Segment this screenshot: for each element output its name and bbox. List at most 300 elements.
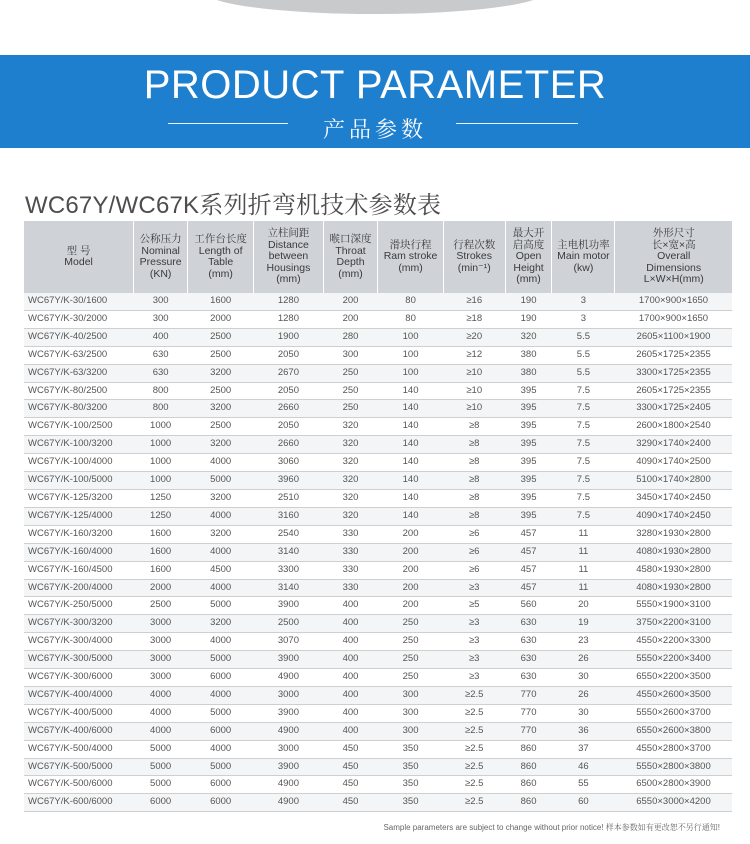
- cell-table-length: 3200: [188, 489, 254, 507]
- cell-main-motor: 30: [552, 669, 615, 687]
- cell-nominal-pressure: 1600: [134, 561, 188, 579]
- cell-ram-stroke: 200: [378, 579, 443, 597]
- cell-open-height: 395: [505, 382, 552, 400]
- cell-table-length: 5000: [188, 651, 254, 669]
- cell-model: WC67Y/K-400/5000: [24, 704, 134, 722]
- cell-throat-depth: 330: [323, 543, 378, 561]
- cell-throat-depth: 450: [323, 794, 378, 812]
- header-strokes: [443, 221, 505, 293]
- cell-table-length: 2000: [188, 310, 254, 328]
- table-row: [24, 597, 732, 615]
- cell-housing-distance: 3960: [254, 472, 323, 490]
- table-row: [24, 310, 732, 328]
- cell-open-height: 630: [505, 669, 552, 687]
- cell-strokes: ≥6: [443, 561, 505, 579]
- product-parameter-banner: [0, 55, 750, 148]
- cell-model: WC67Y/K-100/4000: [24, 454, 134, 472]
- cell-open-height: 457: [505, 543, 552, 561]
- table-row: [24, 740, 732, 758]
- cell-model: WC67Y/K-160/4500: [24, 561, 134, 579]
- cell-table-length: 6000: [188, 722, 254, 740]
- table-row: [24, 669, 732, 687]
- spec-table: [24, 221, 732, 812]
- cell-overall-dimensions: 4090×1740×2450: [615, 507, 732, 525]
- cell-table-length: 6000: [188, 776, 254, 794]
- cell-housing-distance: 1900: [254, 328, 323, 346]
- cell-nominal-pressure: 3000: [134, 615, 188, 633]
- cell-housing-distance: 2500: [254, 615, 323, 633]
- cell-ram-stroke: 200: [378, 543, 443, 561]
- header-line: 外形尺寸: [652, 227, 695, 240]
- cell-housing-distance: 3900: [254, 597, 323, 615]
- cell-main-motor: 5.5: [552, 364, 615, 382]
- cell-throat-depth: 450: [323, 758, 378, 776]
- cell-strokes: ≥2.5: [443, 794, 505, 812]
- header-line: 公称压力: [139, 233, 182, 245]
- cell-overall-dimensions: 4080×1930×2800: [615, 579, 732, 597]
- cell-housing-distance: 3160: [254, 507, 323, 525]
- cell-strokes: ≥20: [443, 328, 505, 346]
- header-line: Ram stroke: [383, 250, 438, 263]
- cell-overall-dimensions: 6550×3000×4200: [615, 794, 732, 812]
- cell-housing-distance: 3900: [254, 651, 323, 669]
- cell-open-height: 770: [505, 722, 552, 740]
- cell-strokes: ≥2.5: [443, 740, 505, 758]
- cell-main-motor: 11: [552, 525, 615, 543]
- header-line: Main motor: [557, 250, 610, 263]
- cell-housing-distance: 4900: [254, 669, 323, 687]
- cell-main-motor: 11: [552, 561, 615, 579]
- cell-ram-stroke: 140: [378, 400, 443, 418]
- cell-strokes: ≥8: [443, 454, 505, 472]
- cell-open-height: 380: [505, 364, 552, 382]
- cell-model: WC67Y/K-300/5000: [24, 651, 134, 669]
- cell-table-length: 4000: [188, 543, 254, 561]
- cell-nominal-pressure: 1000: [134, 472, 188, 490]
- cell-open-height: 860: [505, 758, 552, 776]
- banner-subtitle: 产品参数: [322, 117, 427, 142]
- table-row: [24, 794, 732, 812]
- cell-nominal-pressure: 1000: [134, 436, 188, 454]
- cell-open-height: 395: [505, 454, 552, 472]
- cell-ram-stroke: 200: [378, 597, 443, 615]
- header-line: 最大开: [512, 227, 545, 240]
- header-line: Length of: [198, 244, 243, 257]
- header-line: 主电机功率: [557, 238, 610, 251]
- cell-housing-distance: 2510: [254, 489, 323, 507]
- cell-nominal-pressure: 1600: [134, 525, 188, 543]
- cell-ram-stroke: 200: [378, 525, 443, 543]
- cell-strokes: ≥8: [443, 489, 505, 507]
- cell-nominal-pressure: 5000: [134, 776, 188, 794]
- header-line: Pressure: [139, 256, 182, 268]
- cell-model: WC67Y/K-63/2500: [24, 346, 134, 364]
- cell-throat-depth: 400: [323, 633, 378, 651]
- cell-open-height: 860: [505, 794, 552, 812]
- cell-main-motor: 20: [552, 597, 615, 615]
- cell-open-height: 190: [505, 293, 552, 310]
- header-line: 型 号: [66, 244, 91, 257]
- cell-ram-stroke: 100: [378, 328, 443, 346]
- cell-throat-depth: 200: [323, 310, 378, 328]
- cell-table-length: 5000: [188, 758, 254, 776]
- header-line: 喉口深度: [329, 233, 372, 245]
- cell-nominal-pressure: 2500: [134, 597, 188, 615]
- cell-main-motor: 46: [552, 758, 615, 776]
- cell-housing-distance: 4900: [254, 794, 323, 812]
- table-row: [24, 615, 732, 633]
- cell-strokes: ≥2.5: [443, 776, 505, 794]
- cell-open-height: 457: [505, 525, 552, 543]
- cell-ram-stroke: 300: [378, 686, 443, 704]
- cell-housing-distance: 3900: [254, 758, 323, 776]
- cell-housing-distance: 4900: [254, 776, 323, 794]
- cell-ram-stroke: 350: [378, 740, 443, 758]
- table-row: [24, 472, 732, 490]
- table-row: [24, 633, 732, 651]
- cell-overall-dimensions: 4550×2200×3300: [615, 633, 732, 651]
- cell-model: WC67Y/K-250/5000: [24, 597, 134, 615]
- table-row: [24, 293, 732, 310]
- header-line: (kw): [573, 261, 594, 274]
- header-line: Nominal: [141, 244, 180, 257]
- cell-housing-distance: 3140: [254, 543, 323, 561]
- cell-table-length: 4000: [188, 686, 254, 704]
- cell-open-height: 770: [505, 704, 552, 722]
- cell-table-length: 2500: [188, 328, 254, 346]
- cell-table-length: 6000: [188, 794, 254, 812]
- cell-throat-depth: 400: [323, 597, 378, 615]
- cell-housing-distance: 3300: [254, 561, 323, 579]
- header-line: (min⁻¹): [457, 261, 491, 274]
- decorative-arc: [205, 0, 545, 14]
- cell-overall-dimensions: 5550×2200×3400: [615, 651, 732, 669]
- cell-model: WC67Y/K-300/4000: [24, 633, 134, 651]
- cell-strokes: ≥8: [443, 418, 505, 436]
- cell-throat-depth: 280: [323, 328, 378, 346]
- cell-model: WC67Y/K-400/4000: [24, 686, 134, 704]
- cell-ram-stroke: 100: [378, 346, 443, 364]
- cell-open-height: 560: [505, 597, 552, 615]
- cell-main-motor: 3: [552, 293, 615, 310]
- cell-open-height: 395: [505, 489, 552, 507]
- cell-model: WC67Y/K-200/4000: [24, 579, 134, 597]
- cell-throat-depth: 250: [323, 382, 378, 400]
- cell-model: WC67Y/K-500/5000: [24, 758, 134, 776]
- table-header-row: [24, 221, 732, 293]
- cell-strokes: ≥6: [443, 525, 505, 543]
- cell-open-height: 860: [505, 740, 552, 758]
- cell-ram-stroke: 140: [378, 436, 443, 454]
- cell-strokes: ≥8: [443, 436, 505, 454]
- cell-throat-depth: 450: [323, 740, 378, 758]
- cell-strokes: ≥3: [443, 579, 505, 597]
- cell-strokes: ≥8: [443, 472, 505, 490]
- cell-open-height: 395: [505, 418, 552, 436]
- cell-model: WC67Y/K-100/3200: [24, 436, 134, 454]
- cell-table-length: 2500: [188, 418, 254, 436]
- header-line: Throat: [335, 244, 366, 257]
- cell-overall-dimensions: 6550×2600×3800: [615, 722, 732, 740]
- cell-housing-distance: 2540: [254, 525, 323, 543]
- cell-main-motor: 5.5: [552, 328, 615, 346]
- cell-nominal-pressure: 630: [134, 346, 188, 364]
- cell-throat-depth: 330: [323, 561, 378, 579]
- cell-overall-dimensions: 5550×2800×3800: [615, 758, 732, 776]
- cell-housing-distance: 2050: [254, 418, 323, 436]
- cell-ram-stroke: 250: [378, 633, 443, 651]
- cell-throat-depth: 200: [323, 293, 378, 310]
- cell-throat-depth: 330: [323, 579, 378, 597]
- cell-nominal-pressure: 630: [134, 364, 188, 382]
- table-row: [24, 543, 732, 561]
- cell-model: WC67Y/K-63/3200: [24, 364, 134, 382]
- cell-nominal-pressure: 300: [134, 310, 188, 328]
- cell-nominal-pressure: 5000: [134, 758, 188, 776]
- cell-main-motor: 26: [552, 651, 615, 669]
- cell-model: WC67Y/K-40/2500: [24, 328, 134, 346]
- header-line: Overall: [657, 250, 691, 263]
- cell-main-motor: 30: [552, 704, 615, 722]
- cell-main-motor: 7.5: [552, 418, 615, 436]
- cell-overall-dimensions: 5550×1900×3100: [615, 597, 732, 615]
- cell-main-motor: 26: [552, 686, 615, 704]
- cell-nominal-pressure: 6000: [134, 794, 188, 812]
- header-line: (mm): [276, 273, 301, 286]
- cell-overall-dimensions: 6550×2200×3500: [615, 669, 732, 687]
- cell-throat-depth: 320: [323, 472, 378, 490]
- table-title: WC67Y/WC67K系列折弯机技术参数表: [25, 192, 442, 219]
- cell-open-height: 395: [505, 400, 552, 418]
- cell-ram-stroke: 350: [378, 776, 443, 794]
- cell-housing-distance: 3000: [254, 740, 323, 758]
- cell-ram-stroke: 300: [378, 704, 443, 722]
- cell-throat-depth: 400: [323, 615, 378, 633]
- cell-open-height: 770: [505, 686, 552, 704]
- cell-overall-dimensions: 3300×1725×2405: [615, 400, 732, 418]
- cell-nominal-pressure: 4000: [134, 686, 188, 704]
- cell-strokes: ≥12: [443, 346, 505, 364]
- header-open-height: [505, 221, 552, 293]
- cell-open-height: 190: [505, 310, 552, 328]
- cell-nominal-pressure: 3000: [134, 669, 188, 687]
- cell-overall-dimensions: 4550×2600×3500: [615, 686, 732, 704]
- cell-main-motor: 7.5: [552, 489, 615, 507]
- cell-throat-depth: 320: [323, 489, 378, 507]
- cell-throat-depth: 400: [323, 651, 378, 669]
- header-line: 工作台长度: [194, 233, 247, 245]
- header-line: Model: [64, 256, 93, 268]
- cell-main-motor: 3: [552, 310, 615, 328]
- cell-strokes: ≥3: [443, 669, 505, 687]
- cell-overall-dimensions: 1700×900×1650: [615, 293, 732, 310]
- header-line: Depth: [336, 256, 365, 268]
- cell-table-length: 3200: [188, 400, 254, 418]
- table-row: [24, 489, 732, 507]
- table-row: [24, 400, 732, 418]
- cell-open-height: 457: [505, 579, 552, 597]
- header-line: Height: [513, 261, 544, 274]
- header-line: (mm): [338, 267, 363, 280]
- cell-throat-depth: 250: [323, 400, 378, 418]
- cell-table-length: 1600: [188, 293, 254, 310]
- cell-main-motor: 60: [552, 794, 615, 812]
- cell-overall-dimensions: 4090×1740×2500: [615, 454, 732, 472]
- cell-overall-dimensions: 3450×1740×2450: [615, 489, 732, 507]
- cell-main-motor: 55: [552, 776, 615, 794]
- table-row: [24, 776, 732, 794]
- cell-table-length: 4000: [188, 507, 254, 525]
- cell-ram-stroke: 100: [378, 364, 443, 382]
- banner-divider-right: [456, 123, 578, 124]
- cell-overall-dimensions: 4580×1930×2800: [615, 561, 732, 579]
- cell-ram-stroke: 350: [378, 758, 443, 776]
- cell-ram-stroke: 140: [378, 489, 443, 507]
- table-row: [24, 436, 732, 454]
- cell-strokes: ≥2.5: [443, 722, 505, 740]
- cell-model: WC67Y/K-160/4000: [24, 543, 134, 561]
- cell-overall-dimensions: 2605×1725×2355: [615, 382, 732, 400]
- cell-overall-dimensions: 1700×900×1650: [615, 310, 732, 328]
- cell-ram-stroke: 250: [378, 651, 443, 669]
- cell-strokes: ≥8: [443, 507, 505, 525]
- cell-nominal-pressure: 4000: [134, 722, 188, 740]
- header-table-length: [188, 221, 254, 293]
- cell-housing-distance: 2660: [254, 436, 323, 454]
- header-line: Open: [515, 250, 542, 263]
- table-row: [24, 686, 732, 704]
- cell-table-length: 3200: [188, 615, 254, 633]
- header-line: Table: [208, 256, 234, 268]
- cell-model: WC67Y/K-400/6000: [24, 722, 134, 740]
- header-line: Distance: [268, 238, 309, 251]
- table-row: [24, 364, 732, 382]
- cell-strokes: ≥3: [443, 651, 505, 669]
- cell-ram-stroke: 350: [378, 794, 443, 812]
- cell-model: WC67Y/K-30/2000: [24, 310, 134, 328]
- cell-overall-dimensions: 5550×2600×3700: [615, 704, 732, 722]
- cell-overall-dimensions: 3290×1740×2400: [615, 436, 732, 454]
- cell-model: WC67Y/K-300/3200: [24, 615, 134, 633]
- footnote: Sample parameters are subject to change without prior notice! 样本参数如有更改恕不另行通知!: [383, 823, 720, 832]
- cell-strokes: ≥10: [443, 400, 505, 418]
- cell-nominal-pressure: 5000: [134, 740, 188, 758]
- header-line: 立柱间距: [267, 227, 310, 240]
- cell-housing-distance: 2660: [254, 400, 323, 418]
- cell-ram-stroke: 140: [378, 507, 443, 525]
- cell-housing-distance: 1280: [254, 310, 323, 328]
- cell-table-length: 4500: [188, 561, 254, 579]
- header-line: Strokes: [456, 250, 493, 263]
- cell-overall-dimensions: 3280×1930×2800: [615, 525, 732, 543]
- cell-main-motor: 7.5: [552, 400, 615, 418]
- cell-main-motor: 7.5: [552, 472, 615, 490]
- cell-table-length: 3200: [188, 525, 254, 543]
- cell-open-height: 457: [505, 561, 552, 579]
- cell-nominal-pressure: 400: [134, 328, 188, 346]
- cell-model: WC67Y/K-80/3200: [24, 400, 134, 418]
- cell-nominal-pressure: 800: [134, 400, 188, 418]
- cell-table-length: 5000: [188, 472, 254, 490]
- cell-nominal-pressure: 1250: [134, 507, 188, 525]
- header-overall-dimensions: [615, 221, 732, 293]
- cell-ram-stroke: 250: [378, 615, 443, 633]
- cell-table-length: 4000: [188, 454, 254, 472]
- cell-main-motor: 5.5: [552, 346, 615, 364]
- cell-model: WC67Y/K-125/3200: [24, 489, 134, 507]
- cell-strokes: ≥10: [443, 382, 505, 400]
- header-line: Dimensions: [646, 261, 702, 274]
- cell-model: WC67Y/K-125/4000: [24, 507, 134, 525]
- cell-model: WC67Y/K-100/2500: [24, 418, 134, 436]
- cell-overall-dimensions: 3300×1725×2355: [615, 364, 732, 382]
- table-row: [24, 704, 732, 722]
- cell-housing-distance: 4900: [254, 722, 323, 740]
- cell-nominal-pressure: 800: [134, 382, 188, 400]
- cell-open-height: 395: [505, 436, 552, 454]
- cell-model: WC67Y/K-500/6000: [24, 776, 134, 794]
- header-line: 长×宽×高: [651, 238, 696, 251]
- cell-table-length: 4000: [188, 740, 254, 758]
- cell-model: WC67Y/K-160/3200: [24, 525, 134, 543]
- header-model: [24, 221, 134, 293]
- table-row: [24, 328, 732, 346]
- cell-main-motor: 36: [552, 722, 615, 740]
- cell-housing-distance: 3140: [254, 579, 323, 597]
- cell-overall-dimensions: 6500×2800×3900: [615, 776, 732, 794]
- header-line: Housings: [266, 261, 311, 274]
- cell-open-height: 630: [505, 651, 552, 669]
- cell-ram-stroke: 80: [378, 293, 443, 310]
- cell-main-motor: 37: [552, 740, 615, 758]
- cell-overall-dimensions: 4550×2800×3700: [615, 740, 732, 758]
- cell-overall-dimensions: 2605×1100×1900: [615, 328, 732, 346]
- cell-throat-depth: 300: [323, 346, 378, 364]
- cell-nominal-pressure: 1600: [134, 543, 188, 561]
- cell-ram-stroke: 80: [378, 310, 443, 328]
- cell-strokes: ≥10: [443, 364, 505, 382]
- cell-table-length: 5000: [188, 704, 254, 722]
- cell-table-length: 6000: [188, 669, 254, 687]
- table-row: [24, 651, 732, 669]
- cell-housing-distance: 3060: [254, 454, 323, 472]
- cell-main-motor: 7.5: [552, 507, 615, 525]
- table-row: [24, 382, 732, 400]
- header-throat-depth: [323, 221, 378, 293]
- cell-housing-distance: 3070: [254, 633, 323, 651]
- cell-open-height: 395: [505, 472, 552, 490]
- cell-strokes: ≥6: [443, 543, 505, 561]
- cell-throat-depth: 400: [323, 722, 378, 740]
- cell-nominal-pressure: 3000: [134, 651, 188, 669]
- cell-throat-depth: 330: [323, 525, 378, 543]
- header-line: (KN): [149, 267, 172, 280]
- header-line: (mm): [208, 267, 233, 280]
- cell-table-length: 2500: [188, 382, 254, 400]
- cell-main-motor: 11: [552, 543, 615, 561]
- cell-table-length: 4000: [188, 579, 254, 597]
- cell-throat-depth: 320: [323, 454, 378, 472]
- table-row: [24, 561, 732, 579]
- cell-strokes: ≥3: [443, 633, 505, 651]
- header-nominal-pressure: [134, 221, 188, 293]
- table-row: [24, 507, 732, 525]
- cell-housing-distance: 3000: [254, 686, 323, 704]
- cell-open-height: 860: [505, 776, 552, 794]
- cell-throat-depth: 320: [323, 507, 378, 525]
- header-line: between: [268, 250, 309, 263]
- cell-open-height: 630: [505, 633, 552, 651]
